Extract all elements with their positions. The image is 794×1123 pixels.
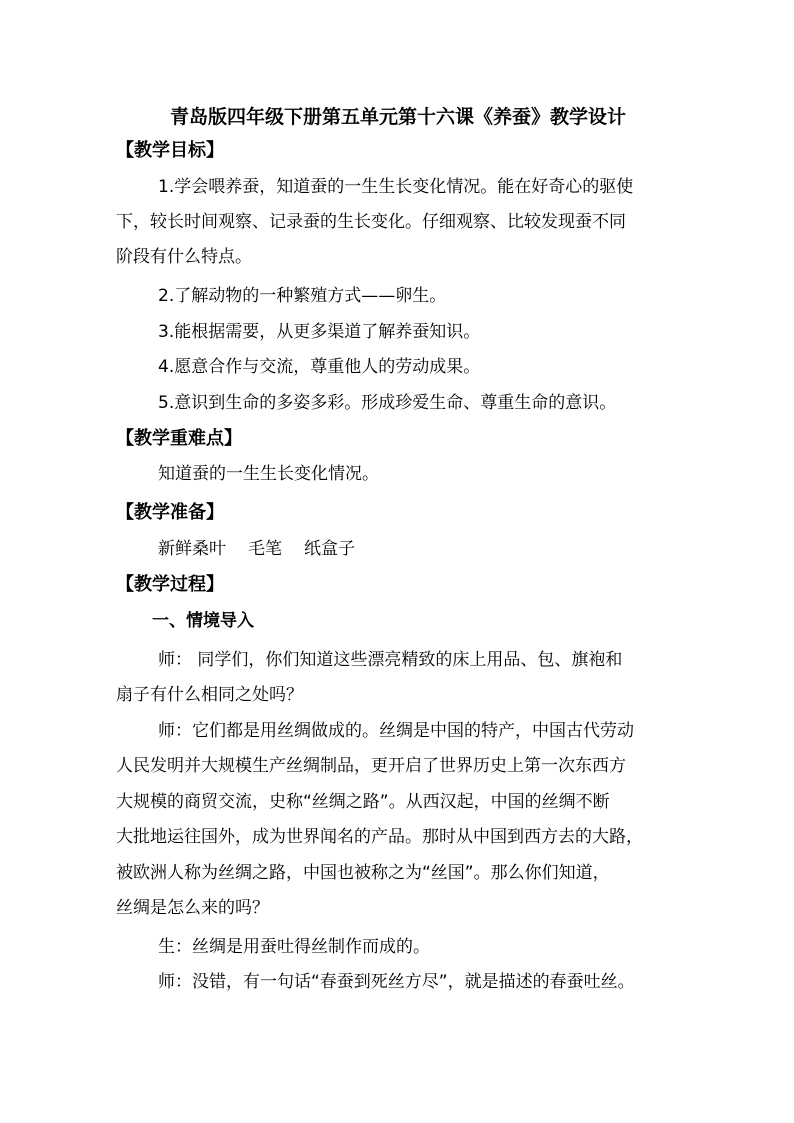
process-line: 师： 同学们，你们知道这些漂亮精致的床上用品、包、旗袍和 (158, 650, 623, 670)
process-line: 被欧洲人称为丝绸之路，中国也被称之为“丝国”。那么你们知道， (116, 863, 610, 883)
preparation-item: 新鲜桑叶 (158, 539, 226, 559)
page-title: 青岛版四年级下册第五单元第十六课《养蚕》教学设计 (169, 106, 626, 128)
objective-line: 下，较长时间观察、记录蚕的生长变化。仔细观察、比较发现蚕不同 (116, 212, 626, 232)
process-line: 大规模的商贸交流，史称“丝绸之路”。从西汉起，中国的丝绸不断 (116, 792, 610, 812)
objective-line: 5.意识到生命的多姿多彩。形成珍爱生命、尊重生命的意识。 (158, 393, 617, 413)
process-line: 丝绸是怎么来的吗？ (116, 898, 269, 918)
preparation-heading: 【教学准备】 (116, 502, 224, 523)
objective-line: 3.能根据需要，从更多渠道了解养蚕知识。 (158, 322, 481, 342)
preparation-items (158, 535, 377, 563)
preparation-item: 纸盒子 (304, 539, 355, 559)
process-line: 扇子有什么相同之处吗？ (116, 685, 303, 705)
objective-line: 2.了解动物的一种繁殖方式——卵生。 (158, 286, 447, 306)
objective-line: 1.学会喂养蚕，知道蚕的一生生长变化情况。能在好奇心的驱使 (158, 177, 634, 197)
objectives-heading: 【教学目标】 (116, 140, 224, 161)
key-point-line: 知道蚕的一生生长变化情况。 (158, 464, 379, 484)
process-line: 人民发明并大规模生产丝绸制品，更开启了世界历史上第一次东西方 (116, 756, 626, 776)
process-line: 师：它们都是用丝绸做成的。丝绸是中国的特产，中国古代劳动 (158, 721, 634, 741)
process-subheading: 一、情境导入 (152, 611, 254, 631)
process-heading: 【教学过程】 (116, 574, 224, 595)
process-line: 生：丝绸是用蚕吐得丝制作而成的。 (158, 937, 430, 957)
objective-line: 阶段有什么特点。 (116, 247, 252, 267)
process-line: 大批地运往国外，成为世界闻名的产品。那时从中国到西方去的大路， (116, 827, 643, 847)
key-points-heading: 【教学重难点】 (116, 428, 242, 449)
process-line: 师：没错，有一句话“春蚕到死丝方尽”，就是描述的春蚕吐丝。 (158, 972, 635, 992)
preparation-item: 毛笔 (248, 539, 282, 559)
objective-line: 4.愿意合作与交流，尊重他人的劳动成果。 (158, 357, 481, 377)
